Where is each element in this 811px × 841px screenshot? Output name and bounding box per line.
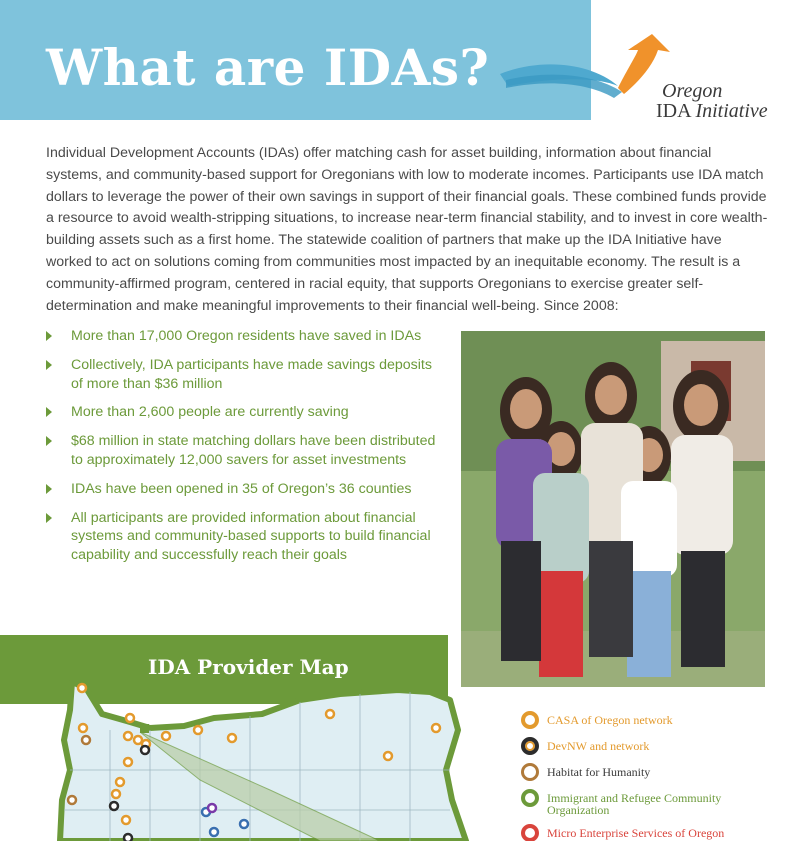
map-legend — [521, 711, 781, 841]
map-title: IDA Provider Map — [148, 655, 349, 679]
list-item: More than 2,600 people are currently saving — [46, 403, 446, 422]
legend-item-meso: Micro Enterprise Services of Oregon — [521, 824, 781, 841]
intro-paragraph: Individual Development Accounts (IDAs) offer matching cash for asset building, information about financial systems, and community-based support for Oregonians with low to moderate incomes. Participants use IDA match dollars to leverage the power of their own savings in support of their financial goals. These combined funds provide a resource to avoid wealth-stripping situations, to increase near-term financial stability, and to invest in core wealth-building assets such as a first home. The statewide coalition of partners that make up the IDA Initiative have worked to act on solutions coming from communities most impacted by an inequitable economy. The result is a community-affirmed program, centered in racial equity, that supports Oregonians to exercise greater self-determination and make meaningful improvements to their financial well-being. Since 2008: — [46, 145, 768, 314]
stats-list — [46, 327, 446, 575]
logo-text-oregon: Oregon — [662, 80, 723, 102]
list-item: More than 17,000 Oregon residents have saved in IDAs — [46, 327, 446, 346]
orange-dot-icon — [521, 711, 539, 729]
bullet-arrow-icon — [46, 331, 52, 341]
legend-item-devnw: DevNW and network — [521, 737, 781, 755]
bullet-arrow-icon — [46, 407, 52, 417]
oregon-state-shape — [60, 682, 466, 841]
bullet-arrow-icon — [46, 360, 52, 370]
legend-item-habitat: Habitat for Humanity — [521, 763, 781, 781]
legend-item-casa: CASA of Oregon network — [521, 711, 781, 729]
bullet-arrow-icon — [46, 436, 52, 446]
family-photo — [461, 331, 765, 687]
green-dot-icon — [521, 789, 539, 807]
bullet-arrow-icon — [46, 484, 52, 494]
red-dot-icon — [521, 824, 539, 841]
list-item: All participants are provided information about financial systems and community-based supports to build financial capability and successfully reach their goals — [46, 509, 446, 565]
oregon-provider-map — [0, 670, 490, 841]
list-item: Collectively, IDA participants have made savings deposits of more than $36 million — [46, 356, 446, 394]
logo-text-ida-initiative: IDA Initiative — [656, 100, 768, 122]
bullet-arrow-icon — [46, 513, 52, 523]
brown-dot-icon — [521, 763, 539, 781]
legend-item-irco: Immigrant and Refugee Community Organization — [521, 789, 781, 816]
list-item: $68 million in state matching dollars have been distributed to approximately 12,000 savers for asset investments — [46, 432, 446, 470]
page-title: What are IDAs? — [46, 38, 490, 97]
list-item: IDAs have been opened in 35 of Oregon’s 36 counties — [46, 480, 446, 499]
orange-black-dot-icon — [521, 737, 539, 755]
